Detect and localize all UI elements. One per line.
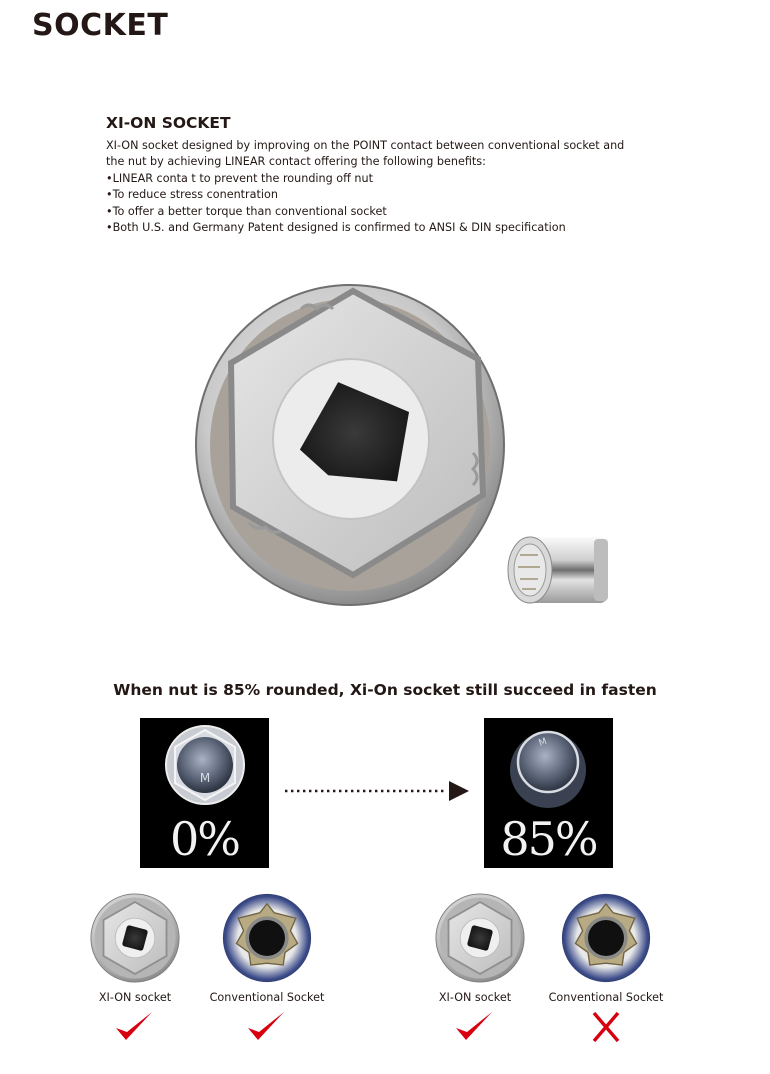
conventional-socket-image [561, 893, 651, 983]
intro-line: the nut by achieving LINEAR contact offering the following benefits: [106, 155, 486, 169]
section-title: XI-ON SOCKET [106, 114, 231, 132]
rounded-nut-image [506, 724, 590, 810]
socket-caption: Conventional Socket [209, 991, 325, 1004]
benefit-item: •Both U.S. and Germany Patent designed is confirmed to ANSI & DIN specification [106, 221, 566, 235]
socket-caption: XI-ON socket [438, 991, 512, 1004]
product-socket-image [498, 527, 613, 617]
svg-text:M: M [199, 771, 211, 785]
percent-label-0: 0% [170, 812, 239, 866]
benefit-item: •To offer a better torque than conventional socket [106, 204, 387, 218]
benefit-item: •To reduce stress conentration [106, 188, 278, 202]
page-title: SOCKET [32, 8, 169, 43]
check-icon [454, 1010, 494, 1042]
new-nut-image [164, 724, 246, 806]
xi-on-socket-image [435, 893, 525, 983]
benefit-item: •LINEAR conta t to prevent the rounding off nut [106, 171, 373, 185]
socket-caption: XI-ON socket [98, 991, 172, 1004]
socket-caption: Conventional Socket [548, 991, 664, 1004]
x-icon [586, 1010, 626, 1042]
nut-0-percent-panel [140, 718, 269, 868]
nut-85-percent-panel [484, 718, 613, 868]
xi-on-socket-image [90, 893, 180, 983]
svg-text:M: M [537, 736, 549, 749]
check-icon [114, 1010, 154, 1042]
comparison-headline: When nut is 85% rounded, Xi-On socket still succeed in fasten [113, 681, 657, 699]
intro-line: XI-ON socket designed by improving on the POINT contact between conventional socket and [106, 139, 625, 152]
hero-socket-image [193, 277, 513, 617]
intro-text [106, 138, 686, 236]
dotted-arrow-right-icon [283, 779, 473, 803]
percent-label-85: 85% [500, 812, 597, 866]
check-icon [246, 1010, 286, 1042]
conventional-socket-image [222, 893, 312, 983]
